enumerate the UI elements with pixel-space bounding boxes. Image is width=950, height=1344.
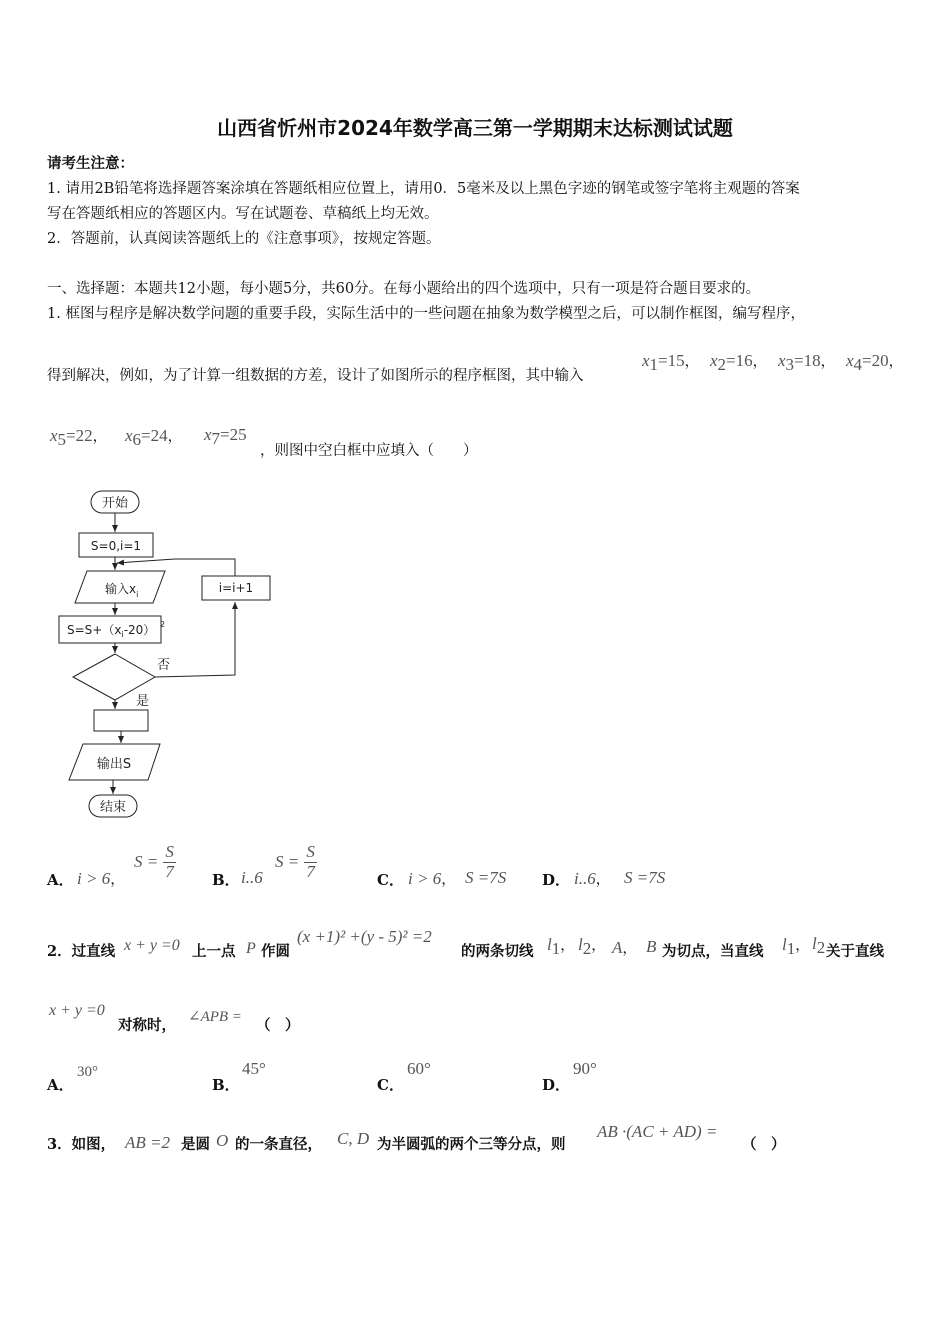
q1-option-d-expr: S =7S <box>624 868 666 887</box>
q2-option-b-label: B． <box>212 1076 240 1094</box>
q1-line-1: 1. 框图与程序是解决数学问题的重要手段，实际生活中的一些问题在抽象为数学模型之后，可以制作框图，编写程序， <box>47 306 805 322</box>
notice-item-1-line-2: 写在答题纸相应的答题区内。写在试题卷、草稿纸上均无效。 <box>47 206 439 222</box>
flow-start-text: 开始 <box>101 496 129 511</box>
q3-prefix: 3．如图， <box>47 1136 116 1153</box>
q3-circle-o: O <box>216 1131 229 1150</box>
q1-input-x4: $x_4=20$， <box>846 351 904 375</box>
q1-input-x2: $x_2=16$， <box>710 351 768 375</box>
q1-input-x1: $x_1=15$， <box>642 351 700 375</box>
flow-output-text: 输出S <box>96 757 132 772</box>
q1-option-c-label: C． <box>377 871 404 889</box>
q2-point-a: A， <box>612 938 637 957</box>
q2-text-6: 关于直线 <box>826 943 884 960</box>
q3-dot-expr: AB ·(AC + AD) = <box>597 1122 718 1141</box>
q2-paren: （ ） <box>256 1017 300 1034</box>
q1-line-3-tail: ，则图中空白框中应填入（ ） <box>260 443 478 459</box>
q1-flowchart <box>55 485 295 825</box>
notice-item-2: 2．答题前，认真阅读答题纸上的《注意事项》，按规定答题。 <box>47 231 441 247</box>
notice-item-1-line-1: 1. 请用2B铅笔将选择题答案涂填在答题纸相应位置上，请用0．5毫米及以上黑色字迹的钢笔或签字笔将主观题的答案 <box>47 181 800 197</box>
q2-l1-again: $l_1$， <box>782 935 810 959</box>
q2-l2: $l_2$， <box>578 935 606 959</box>
q1-input-x5: $x_5=22$， <box>50 426 108 450</box>
q1-option-c-expr: S =7S <box>465 868 507 887</box>
section-heading: 一、选择题：本题共12小题，每小题5分，共60分。在每小题给出的四个选项中，只有一项是符合题目要求的。 <box>47 281 761 297</box>
q1-option-a-label: A． <box>47 871 74 889</box>
q1-option-b-expr: S = $\frac{S}{7}$ <box>275 842 315 881</box>
q3-text-3: 的一条直径， <box>235 1136 322 1153</box>
q2-option-d-label: D． <box>542 1076 571 1094</box>
q2-angle: ∠APB = <box>188 1009 242 1025</box>
flow-increment-text: i=i+1 <box>218 581 254 595</box>
q2-text-5: 为切点，当直线 <box>662 943 764 960</box>
q2-option-d-val: 90° <box>573 1059 597 1078</box>
q3-ab: AB =2 <box>125 1133 170 1152</box>
q1-input-x3: $x_3=18$， <box>778 351 836 375</box>
flow-no-label: 否 <box>157 658 171 673</box>
q3-paren: （ ） <box>742 1136 786 1153</box>
q1-option-a-cond: i > 6， <box>77 869 125 888</box>
q2-option-a-val: 30° <box>77 1064 98 1080</box>
q2-text-2: 上一点 <box>192 943 236 960</box>
q2-option-c-val: 60° <box>407 1059 431 1078</box>
q2-option-a-label: A． <box>47 1076 74 1094</box>
flow-end-text: 结束 <box>99 800 127 815</box>
q2-text-4: 的两条切线 <box>461 943 534 960</box>
q2-l1: $l_1$， <box>547 935 575 959</box>
notice-heading: 请考生注意： <box>47 155 134 172</box>
q3-text-2: 是圆 <box>181 1136 210 1153</box>
q2-option-b-val: 45° <box>242 1059 266 1078</box>
q2-line2-eq: x + y =0 <box>49 1002 105 1019</box>
q2-text-3: 作圆 <box>261 943 290 960</box>
q1-option-b-cond: i..6 <box>241 868 263 887</box>
flow-update-text: $S=S+(x_i-20)$ <box>67 623 156 639</box>
flow-blank-box <box>94 710 148 731</box>
exam-title: 山西省忻州市2024年数学高三第一学期期末达标测试试题 <box>217 116 733 140</box>
q1-option-d-label: D． <box>542 871 571 889</box>
q2-l2-again: $l_2$ <box>812 934 826 958</box>
q2-text-7: 对称时， <box>118 1017 176 1034</box>
q1-input-x6: $x_6=24$， <box>125 426 183 450</box>
q1-option-c-cond: i > 6， <box>408 869 456 888</box>
q2-prefix: 2．过直线 <box>47 943 116 960</box>
q2-line-eq: x + y =0 <box>124 937 180 954</box>
q2-point-p: P <box>246 940 256 957</box>
q1-option-d-cond: i..6， <box>574 869 611 888</box>
q3-cd: C, D <box>337 1129 370 1148</box>
flow-input-text: 输入$x_i$ <box>105 582 139 599</box>
q1-line-2: 得到解决，例如，为了计算一组数据的方差，设计了如图所示的程序框图，其中输入 <box>47 368 584 384</box>
flow-yes-label: 是 <box>136 694 150 709</box>
q2-point-b: B <box>646 937 657 956</box>
q2-option-c-label: C． <box>377 1076 404 1094</box>
flow-init-text: S=0,i=1 <box>90 539 142 553</box>
flow-update-sup: 2 <box>160 620 166 629</box>
q1-input-x7: $x_7=25$ <box>204 425 247 449</box>
q1-option-a-expr: S = $\frac{S}{7}$ <box>134 842 174 881</box>
q1-option-b-label: B． <box>212 871 240 889</box>
q3-text-4: 为半圆弧的两个三等分点，则 <box>377 1136 566 1153</box>
q2-circle-eq: (x +1)² +(y - 5)² =2 <box>297 927 432 946</box>
